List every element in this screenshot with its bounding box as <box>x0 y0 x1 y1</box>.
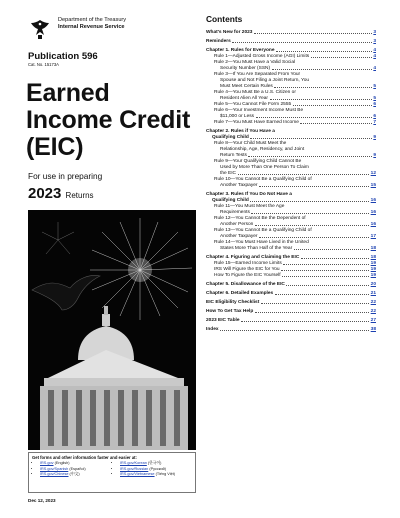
agency-name <box>58 17 126 31</box>
irs-spanish-link[interactable]: IRS.gov/Spanish <box>40 466 69 471</box>
toc-chapter-3-line-1: Chapter 3. Rules If You Do Not Have a <box>206 192 292 197</box>
toc-entry-rule-7[interactable]: Rule 7—You Must Have Earned Income 7 <box>214 120 376 125</box>
toc-entry-rule-15[interactable]: Rule 15—Earned Income Limits 19 <box>214 261 376 266</box>
publication-date: Dec 12, 2023 <box>28 498 56 503</box>
toc-entry-chapter-3[interactable]: Qualifying Child 16 <box>212 198 376 203</box>
page-link[interactable]: 4 <box>373 54 376 59</box>
page-link[interactable]: 19 <box>370 273 376 278</box>
toc-entry-rule-2[interactable]: Security Number (SSN) 4 <box>220 66 376 71</box>
get-forms-heading: Get forms and other information faster and easier at: <box>32 455 137 460</box>
links-left-column <box>32 461 112 478</box>
page-link[interactable]: 38 <box>370 327 376 332</box>
link-item <box>40 472 112 478</box>
toc-entry-tax-help[interactable]: How To Get Tax Help 22 <box>206 309 376 314</box>
document-title <box>26 80 190 161</box>
page-link[interactable]: 9 <box>373 153 376 158</box>
toc-entry-chapter-4[interactable]: Chapter 4. Figuring and Claiming the EIC 18 <box>206 255 376 260</box>
toc-entry-chapter-1[interactable]: Chapter 1. Rules for Everyone 4 <box>206 48 376 53</box>
toc-entry-rule-8[interactable]: Return Tests 9 <box>220 153 376 158</box>
page-link[interactable]: 21 <box>370 291 376 296</box>
page-link[interactable]: 16 <box>370 198 376 203</box>
toc-entry-index[interactable]: Index 38 <box>206 327 376 332</box>
toc-rule-8-line-2: Relationship, Age, Residency, and Joint <box>220 147 305 152</box>
link-language: (Tiếng Việt) <box>154 472 176 476</box>
table-of-contents <box>206 14 376 333</box>
link-language: (中文) <box>68 472 80 476</box>
page-link[interactable]: 27 <box>370 318 376 323</box>
page-link[interactable]: 19 <box>370 261 376 266</box>
toc-entry-reminders[interactable]: Reminders 3 <box>206 39 376 44</box>
irs-vietnamese-link[interactable]: IRS.gov/Vietnamese <box>120 472 155 476</box>
toc-entry-eligibility-checklist[interactable]: EIC Eligibility Checklist 22 <box>206 300 376 305</box>
link-item <box>120 472 192 478</box>
toc-entry-how-to-figure[interactable]: How To Figure the EIC Yourself 19 <box>214 273 376 278</box>
irs-links <box>32 461 192 478</box>
cover-illustration <box>28 210 196 450</box>
toc-rule-9-line-2: Used by More Than One Person To Claim <box>220 165 309 170</box>
toc-entry-rule-9[interactable]: the EIC 12 <box>220 171 376 176</box>
page-link[interactable]: 6 <box>373 114 376 119</box>
toc-entry-rule-6[interactable]: $11,000 or Less 6 <box>220 114 376 119</box>
toc-rule-9-line-1: Rule 9—Your Qualifying Child Cannot Be <box>214 159 302 164</box>
toc-entry-rule-14[interactable]: States More Than Half of the Year 18 <box>220 246 376 251</box>
page-link[interactable]: 7 <box>373 120 376 125</box>
page-link[interactable]: 5 <box>373 84 376 89</box>
toc-entry-rule-13[interactable]: Another Taxpayer 17 <box>220 234 376 239</box>
page-link[interactable]: 15 <box>370 183 376 188</box>
irs-korean-link[interactable]: IRS.gov/Korean <box>120 461 147 465</box>
page-link[interactable]: 16 <box>370 210 376 215</box>
links-right-column <box>112 461 192 478</box>
toc-chapter-2-line-1: Chapter 2. Rules if You Have a <box>206 129 275 134</box>
returns-word: Returns <box>65 191 94 200</box>
toc-rule-4-line-1: Rule 4—You Must Be a U.S. Citizen or <box>214 90 296 95</box>
irs-eagle-logo <box>28 18 52 40</box>
page-link[interactable]: 18 <box>370 255 376 260</box>
toc-rule-13-line-1: Rule 13—You Cannot Be a Qualifying Child of <box>214 228 312 233</box>
for-use-text: For use in preparing <box>28 171 103 181</box>
fireworks-capitol-image <box>28 210 196 450</box>
toc-entry-rule-12[interactable]: Another Person 16 <box>220 222 376 227</box>
toc-rule-3-line-1: Rule 3—If You Are Separated From Your <box>214 72 301 77</box>
toc-entry-rule-5[interactable]: Rule 5—You Cannot File Form 2555 6 <box>214 102 376 107</box>
page-link[interactable]: 17 <box>370 234 376 239</box>
toc-entry-whats-new[interactable]: What's New for 2023 3 <box>206 30 376 35</box>
contents-heading: Contents <box>206 14 243 24</box>
title-line-2: Income Credit <box>26 106 191 134</box>
toc-entry-irs-will-figure[interactable]: IRS Will Figure the EIC for You 19 <box>214 267 376 272</box>
toc-rule-10-line-1: Rule 10—You Cannot Be a Qualifying Child of <box>214 177 312 182</box>
page-link[interactable]: 5 <box>373 96 376 101</box>
toc-rule-3-line-2: Spouse and Not Filing a Joint Return, You <box>220 78 310 83</box>
toc-rule-14-line-1: Rule 14—You Must Have Lived in the United <box>214 240 309 245</box>
toc-rule-12-line-1: Rule 12—You Cannot Be the Dependent of <box>214 216 306 221</box>
page-link[interactable]: 3 <box>373 30 376 35</box>
page-link[interactable]: 22 <box>370 300 376 305</box>
irs-chinese-link[interactable]: IRS.gov/Chinese <box>40 472 69 476</box>
catalog-number: Cat. No. 15173A <box>28 62 59 67</box>
agency-department: Department of the Treasury <box>58 17 127 23</box>
page-link[interactable]: 6 <box>373 102 376 107</box>
toc-entry-rule-1[interactable]: Rule 1—Adjusted Gross Income (AGI) Limits 4 <box>214 54 376 59</box>
toc-entry-rule-3[interactable]: Must Meet Certain Rules 5 <box>220 84 376 89</box>
toc-entry-chapter-5[interactable]: Chapter 5. Disallowance of the EIC 20 <box>206 282 376 287</box>
page-link[interactable]: 20 <box>370 282 376 287</box>
toc-entry-eic-table[interactable]: 2023 EIC Table 27 <box>206 318 376 323</box>
page-link[interactable]: 3 <box>373 39 376 44</box>
page-link[interactable]: 9 <box>373 135 376 140</box>
irs-eagle-icon <box>28 18 52 40</box>
link-language: (Русский) <box>148 466 166 471</box>
page-link[interactable]: 16 <box>370 222 376 227</box>
title-line-3: (EIC) <box>26 133 84 161</box>
publication-number: Publication 596 <box>28 51 98 62</box>
page-link[interactable]: 4 <box>373 48 376 53</box>
toc-rule-2-line-1: Rule 2—You Must Have a Valid Social <box>214 60 296 65</box>
toc-entry-rule-10[interactable]: Another Taxpayer 15 <box>220 183 376 188</box>
link-language: (Español) <box>68 466 86 471</box>
irs-russian-link[interactable]: IRS.gov/Russian <box>120 466 149 471</box>
toc-entry-chapter-2[interactable]: Qualifying Child 9 <box>212 135 376 140</box>
toc-rule-8-line-1: Rule 8—Your Child Must Meet the <box>214 141 287 146</box>
year-number: 2023 <box>28 185 62 202</box>
get-forms-box <box>28 452 196 493</box>
cover-column <box>0 0 196 518</box>
toc-entry-rule-11[interactable]: Requirements 16 <box>220 210 376 215</box>
tax-year <box>28 185 94 202</box>
toc-entry-chapter-6[interactable]: Chapter 6. Detailed Examples 21 <box>206 291 376 296</box>
title-line-1: Earned <box>26 79 110 107</box>
toc-entry-rule-4[interactable]: Resident Alien All Year 5 <box>220 96 376 101</box>
toc-rule-11-line-1: Rule 11—You Must Meet the Age <box>214 204 285 209</box>
page-link[interactable]: 18 <box>370 246 376 251</box>
page-link[interactable]: 4 <box>373 66 376 71</box>
page-link[interactable]: 12 <box>370 171 376 176</box>
link-language: (English) <box>53 461 70 465</box>
agency-irs: Internal Revenue Service <box>58 24 125 30</box>
toc-rule-6-line-1: Rule 6—Your Investment Income Must Be <box>214 108 304 113</box>
irs-english-link[interactable]: IRS.gov <box>40 461 54 465</box>
page-link[interactable]: 19 <box>370 267 376 272</box>
page-link[interactable]: 22 <box>370 309 376 314</box>
link-language: (한국어) <box>146 461 162 465</box>
